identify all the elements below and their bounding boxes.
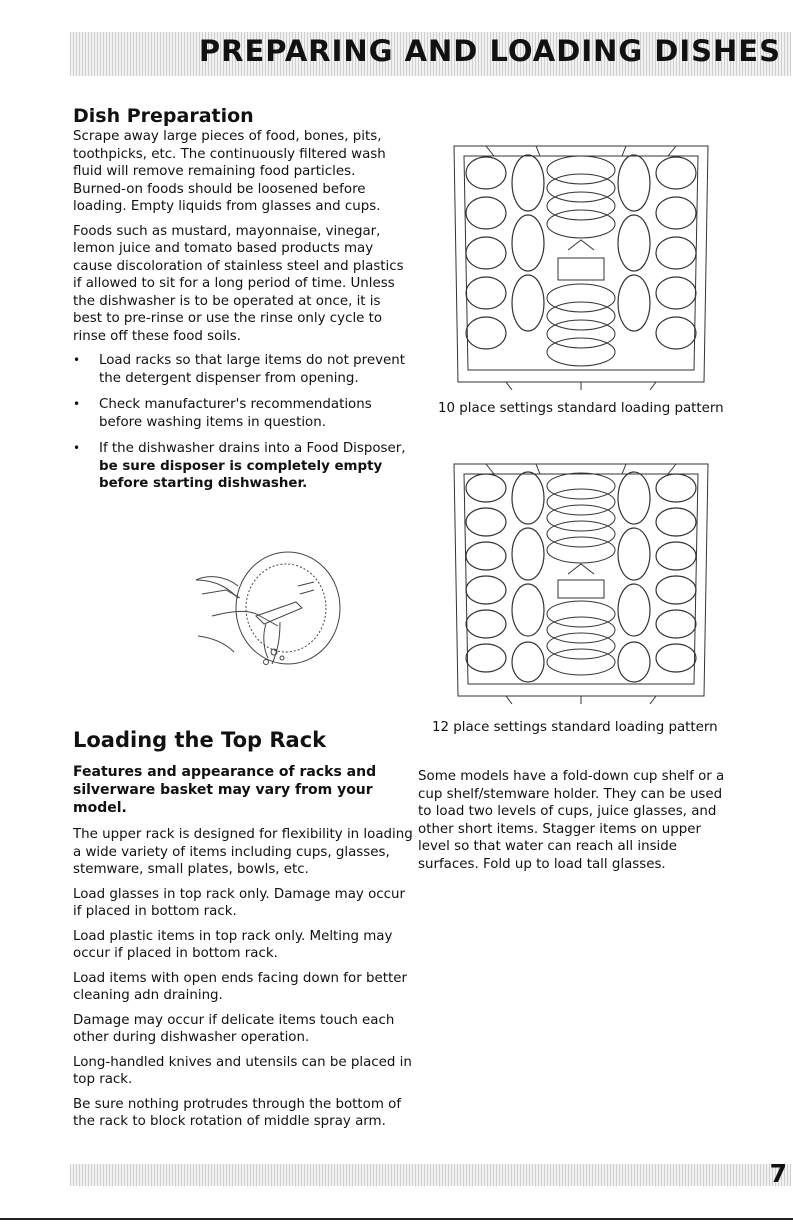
paragraph: The upper rack is designed for flexibility in loading a wide variety of items including cups, glasses, stemware, small plates, bowls, etc. [73,827,413,877]
header-bar [70,32,791,76]
bullet-item [73,440,408,493]
paragraph: Foods such as mustard, mayonnaise, vinegar, lemon juice and tomato based products may cause discoloration of stainless steel and plastics if allowed to sit for a long period of time. Unless the dishwasher is to be operated at once, it is best to pre-rinse or use the rinse only cycle to rinse off these food soils. [73,223,404,344]
top-rack-note: Features and appearance of racks and silverware basket may vary from your model. [73,764,377,816]
bullet-item: • Check manufacturer's recommendations before washing items in question. [73,396,408,431]
footer-bar [70,1159,791,1188]
bullet-text: If the dishwasher drains into a Food Disposer, [99,441,406,456]
figure-caption-12-place: 12 place settings standard loading pattern [432,720,718,735]
paragraph: Load plastic items in top rack only. Melting may occur if placed in bottom rack. [73,928,393,961]
bullet-warning: be sure disposer is completely empty before starting dishwasher. [99,458,383,491]
bullet-list [73,352,408,493]
paragraph: Damage may occur if delicate items touch each other during dishwasher operation. [73,1012,395,1045]
paragraph: Long-handled knives and utensils can be placed in top rack. [73,1054,412,1087]
paragraph: Load items with open ends facing down for better cleaning adn draining. [73,970,407,1003]
paragraph: Some models have a fold-down cup shelf or a cup shelf/stemware holder. They can be used to load two levels of cups, juice glasses, and other short items. Stagger items on upper level so that water can reach all inside surfaces. Fold up to load tall glasses. [418,769,725,872]
paragraph: Be sure nothing protrudes through the bottom of the rack to block rotation of middle spray arm. [73,1096,402,1129]
rack-loading-diagram-10-place [446,138,716,390]
page-title: PREPARING AND LOADING DISHES [198,34,781,68]
rack-loading-diagram-12-place [446,456,716,704]
bullet-item: • Load racks so that large items do not prevent the detergent dispenser from opening. [73,352,408,387]
cup-shelf-text [418,768,728,880]
figure-caption-10-place: 10 place settings standard loading pattern [438,401,724,416]
paragraph: Load glasses in top rack only. Damage may occur if placed in bottom rack. [73,886,406,919]
page-bottom-rule [0,1218,793,1220]
section-heading-dish-preparation: Dish Preparation [73,105,254,127]
paragraph: Scrape away large pieces of food, bones, pits, toothpicks, etc. The continuously filtered wash fluid will remove remaining food particles. Burned-on foods should be loosened before loading. Empty liquids from glasses and cups. [73,129,386,214]
page-number: 7 [769,1159,787,1188]
top-rack-text [73,763,413,1138]
scraping-plate-illustration [168,546,358,676]
dish-preparation-text [73,128,408,502]
section-heading-loading-top-rack: Loading the Top Rack [73,728,327,752]
